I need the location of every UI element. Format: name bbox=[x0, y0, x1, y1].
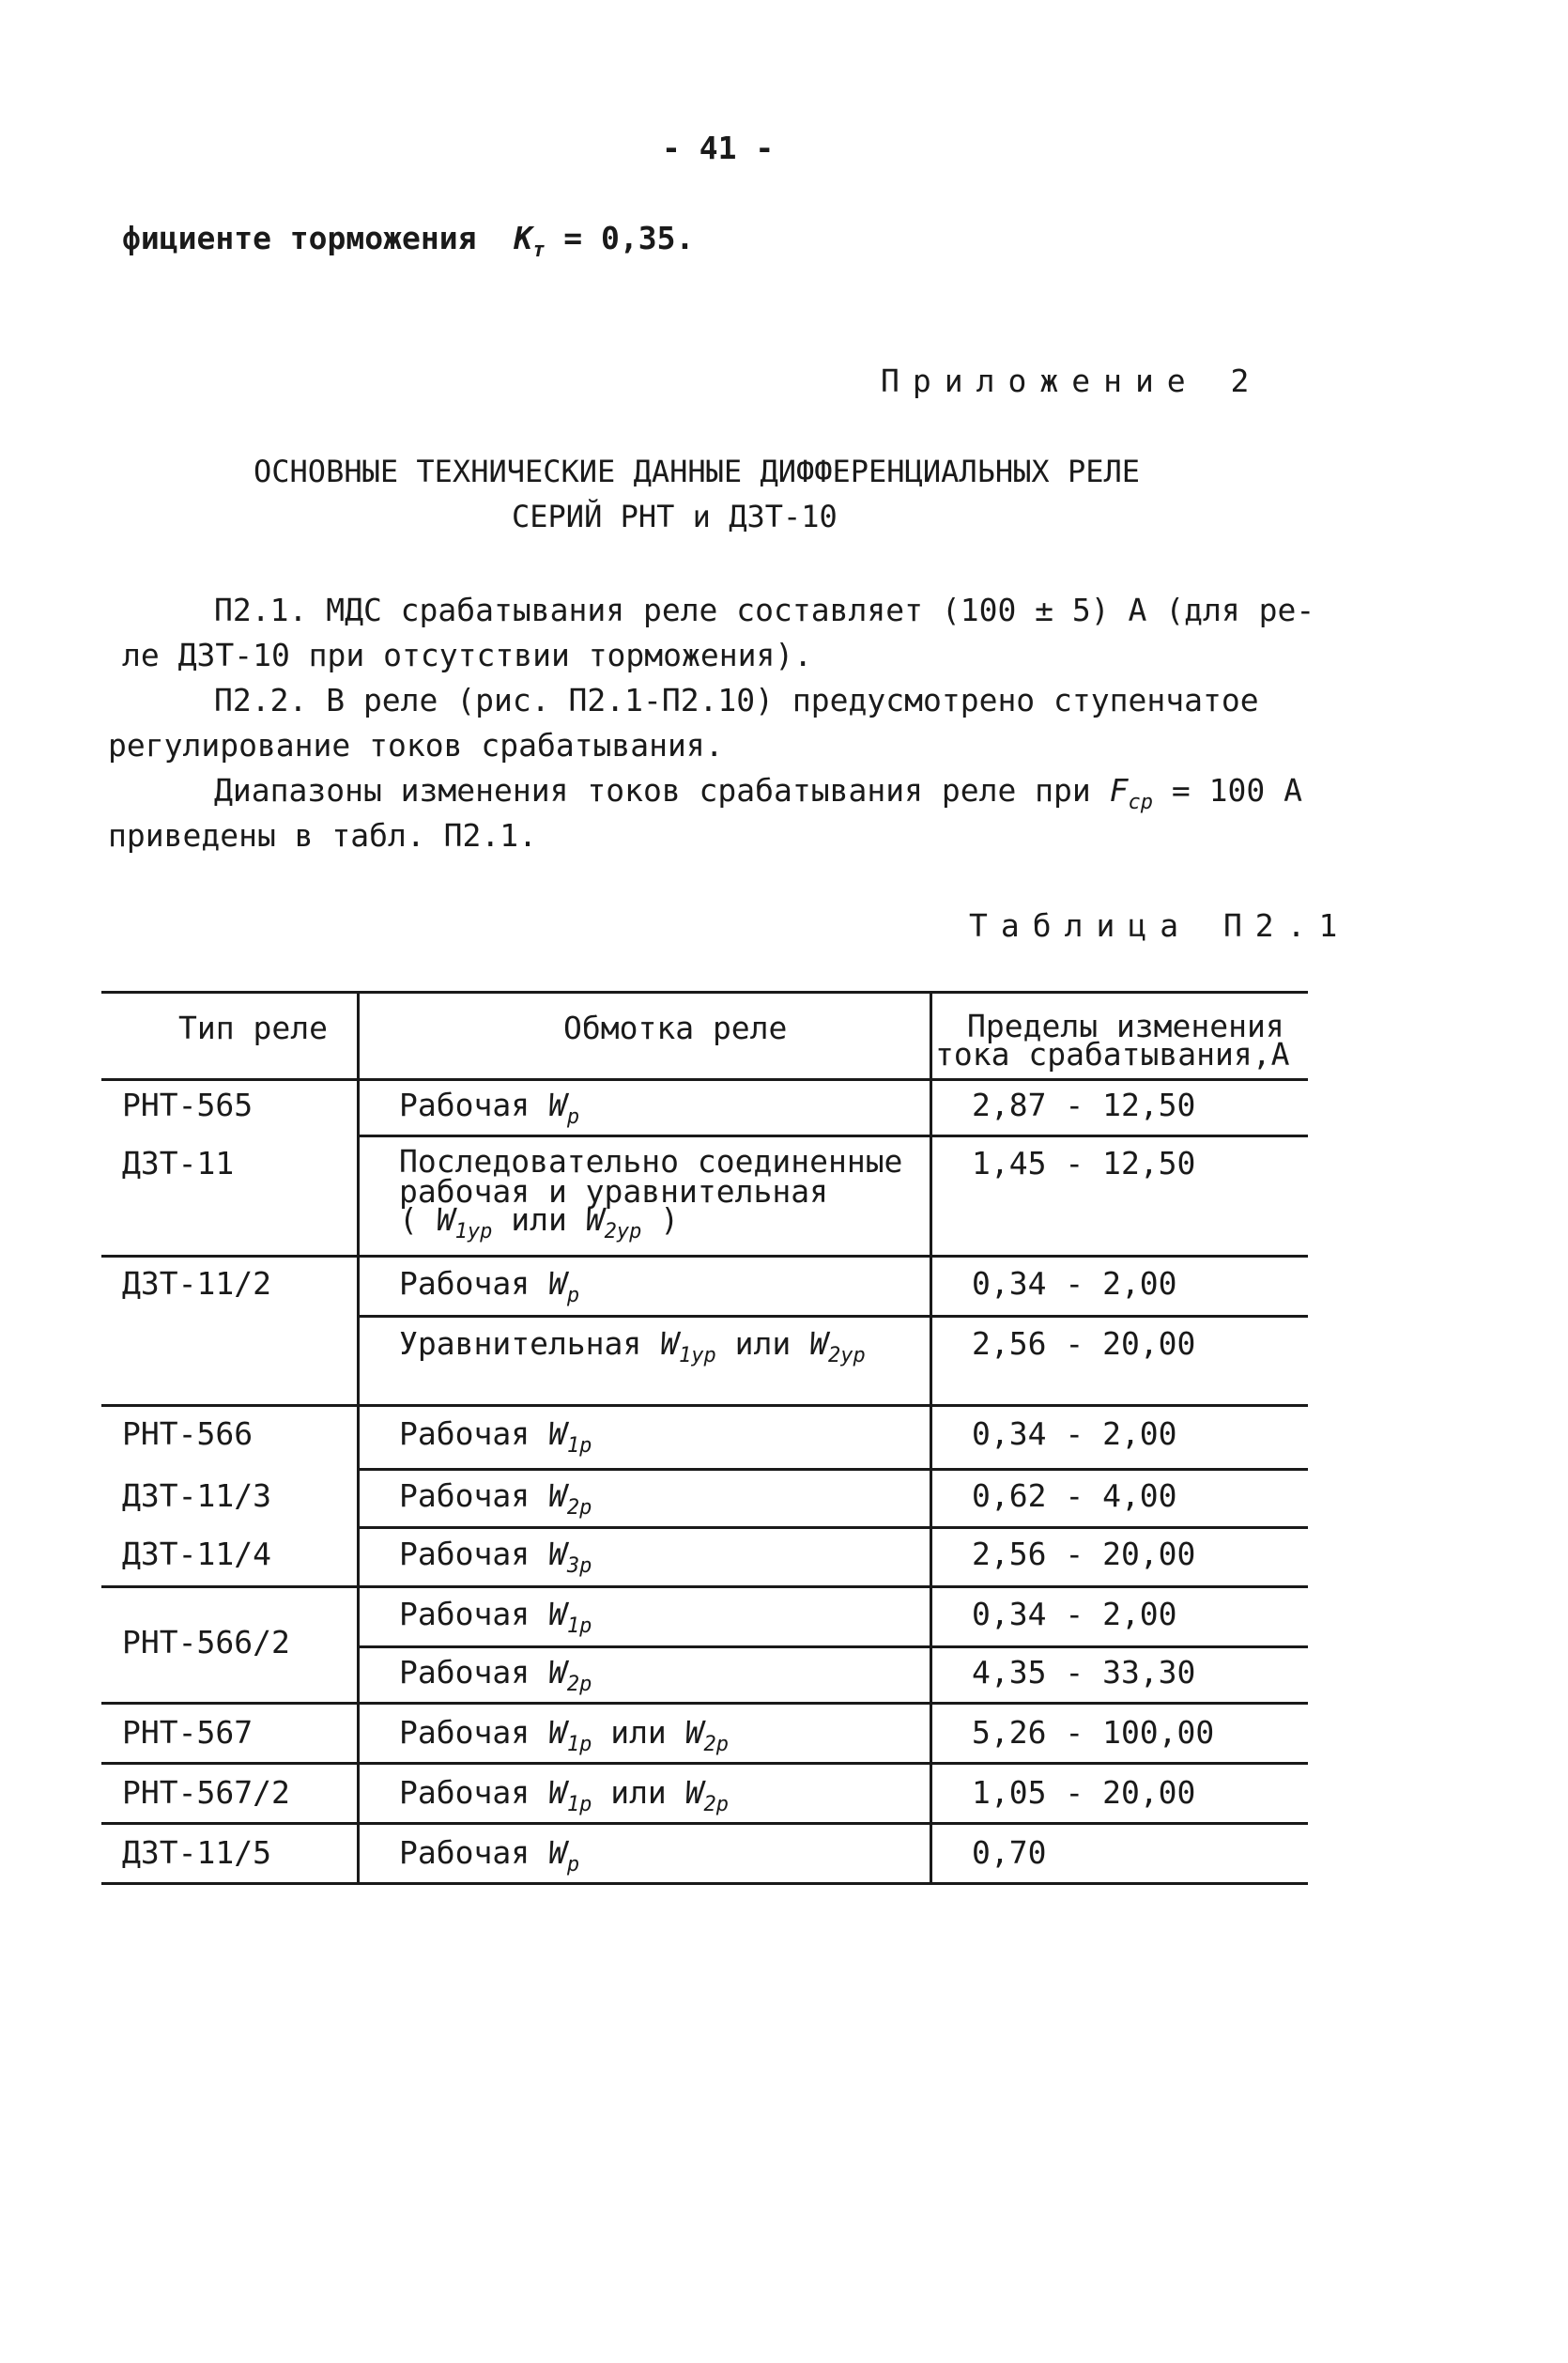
cell-winding bbox=[399, 1774, 730, 1821]
winding-label: Уравнительная bbox=[399, 1325, 661, 1362]
k-symbol: K bbox=[514, 220, 533, 256]
title-line-2: СЕРИЙ РНТ и ДЗТ-10 bbox=[512, 499, 838, 534]
paragraph-1-line-2: ле ДЗТ-10 при отсутствии торможения). bbox=[122, 637, 813, 673]
k-subscript: т bbox=[532, 239, 546, 262]
paren-close: ) bbox=[641, 1201, 680, 1238]
winding-label: Рабочая bbox=[399, 1714, 548, 1751]
w-subscript: 1р bbox=[566, 1733, 592, 1756]
cell-winding bbox=[399, 1598, 592, 1643]
f-subscript: ср bbox=[1128, 791, 1154, 814]
header-winding: Обмотка реле bbox=[563, 1010, 788, 1046]
w-subscript: 1р bbox=[566, 1434, 592, 1458]
w-symbol: W bbox=[585, 1201, 605, 1238]
cell-winding bbox=[399, 1415, 592, 1462]
w-symbol: W bbox=[660, 1325, 680, 1362]
winding-label: Рабочая bbox=[399, 1087, 548, 1123]
header-range-line-2: тока срабатывания,А bbox=[935, 1036, 1290, 1073]
paragraph-2-line-2: регулирование токов срабатывания. bbox=[108, 727, 724, 764]
f-value: = 100 А bbox=[1153, 772, 1302, 809]
row-rule bbox=[101, 1822, 1308, 1825]
w-symbol: W bbox=[547, 1654, 567, 1691]
w-symbol: W bbox=[547, 1415, 567, 1452]
row-rule bbox=[101, 1585, 1308, 1588]
row-rule bbox=[357, 1645, 1308, 1648]
w-symbol: W bbox=[436, 1201, 455, 1238]
cell-range: 0,34 - 2,00 bbox=[972, 1265, 1177, 1302]
cell-range: 2,56 - 20,00 bbox=[972, 1536, 1196, 1572]
w-symbol: W bbox=[547, 1596, 567, 1632]
row-rule bbox=[101, 1404, 1308, 1407]
continued-text: фициенте торможения bbox=[122, 220, 477, 256]
table-bottom-rule bbox=[101, 1882, 1308, 1885]
cell-relay-type: РНТ-565 bbox=[122, 1087, 254, 1123]
cell-relay-type: РНТ-566/2 bbox=[122, 1624, 290, 1660]
cell-range: 1,05 - 20,00 bbox=[972, 1774, 1196, 1811]
paragraph-3-line-2: приведены в табл. П2.1. bbox=[108, 817, 537, 854]
winding-label: Рабочая bbox=[399, 1477, 548, 1514]
w-symbol: W bbox=[547, 1774, 567, 1811]
w-subscript: 3р bbox=[566, 1554, 592, 1578]
cell-range: 0,34 - 2,00 bbox=[972, 1596, 1177, 1632]
cell-relay-type: ДЗТ-11/3 bbox=[122, 1477, 271, 1514]
or-word: или bbox=[492, 1201, 586, 1238]
w-subscript: 2ур bbox=[604, 1220, 642, 1243]
cell-winding bbox=[399, 1089, 579, 1134]
cell-winding bbox=[399, 1834, 580, 1881]
header-relay-type: Тип реле bbox=[178, 1010, 328, 1046]
winding-label: Рабочая bbox=[399, 1834, 548, 1871]
w-subscript: 2р bbox=[566, 1673, 592, 1696]
cell-range: 0,62 - 4,00 bbox=[972, 1477, 1177, 1514]
continued-text-line bbox=[122, 220, 694, 270]
w-symbol: W bbox=[547, 1536, 567, 1572]
w-symbol: W bbox=[809, 1325, 828, 1362]
f-symbol: F bbox=[1109, 772, 1129, 809]
cell-winding-line-2: рабочая и уравнительная bbox=[399, 1173, 828, 1210]
cell-relay-type: РНТ-567/2 bbox=[122, 1774, 290, 1811]
table-header-rule bbox=[101, 1078, 1308, 1081]
cell-relay-type: ДЗТ-11/2 bbox=[122, 1265, 271, 1302]
header-range-line-1: Пределы изменения bbox=[967, 1008, 1284, 1044]
row-rule bbox=[101, 1762, 1308, 1765]
w-subscript: р bbox=[566, 1105, 580, 1129]
table-label: Таблица П2.1 bbox=[969, 907, 1351, 944]
w-symbol: W bbox=[547, 1714, 567, 1751]
w-symbol: W bbox=[547, 1834, 567, 1871]
cell-relay-type: ДЗТ-11/4 bbox=[122, 1536, 271, 1572]
cell-winding bbox=[399, 1654, 592, 1701]
paragraph-2-line-1: П2.2. В реле (рис. П2.1-П2.10) предусмотрено ступенчатое bbox=[214, 682, 1259, 718]
winding-label: Рабочая bbox=[399, 1596, 548, 1632]
w-symbol: W bbox=[684, 1774, 704, 1811]
row-rule bbox=[101, 1255, 1308, 1258]
paragraph-3-line-1 bbox=[214, 772, 1302, 822]
cell-range: 0,34 - 2,00 bbox=[972, 1415, 1177, 1452]
w-symbol: W bbox=[684, 1714, 704, 1751]
or-word: или bbox=[715, 1325, 810, 1362]
w-subscript: р bbox=[566, 1853, 580, 1876]
row-rule bbox=[357, 1315, 1308, 1318]
cell-range: 1,45 - 12,50 bbox=[972, 1145, 1196, 1182]
row-rule bbox=[357, 1526, 1308, 1529]
w-subscript: 2ур bbox=[828, 1344, 866, 1367]
column-divider bbox=[930, 991, 932, 1883]
row-rule bbox=[101, 1702, 1308, 1705]
paragraph-1-line-1: П2.1. МДС срабатывания реле составляет (100 ± 5) А (для ре- bbox=[214, 592, 1315, 628]
w-subscript: 1р bbox=[566, 1614, 592, 1638]
cell-relay-type: ДЗТ-11/5 bbox=[122, 1834, 271, 1871]
cell-winding-line-1: Последовательно соединенные bbox=[399, 1143, 903, 1180]
cell-range: 2,56 - 20,00 bbox=[972, 1325, 1196, 1362]
cell-winding bbox=[399, 1538, 592, 1583]
w-subscript: 2р bbox=[703, 1793, 730, 1816]
column-divider bbox=[357, 991, 360, 1883]
w-subscript: р bbox=[566, 1284, 580, 1307]
w-subscript: 2р bbox=[703, 1733, 730, 1756]
cell-winding bbox=[399, 1714, 730, 1761]
cell-winding bbox=[399, 1265, 580, 1312]
or-word: или bbox=[592, 1714, 685, 1751]
row-rule bbox=[357, 1135, 1308, 1137]
w-symbol: W bbox=[547, 1265, 567, 1302]
cell-winding bbox=[399, 1325, 866, 1372]
w-subscript: 1р bbox=[566, 1793, 592, 1816]
paragraph-3-text: Диапазоны изменения токов срабатывания реле при bbox=[214, 772, 1110, 809]
cell-range: 2,87 - 12,50 bbox=[972, 1087, 1196, 1123]
w-subscript: 2р bbox=[566, 1496, 592, 1520]
winding-label: Рабочая bbox=[399, 1265, 548, 1302]
w-subscript: 1ур bbox=[679, 1344, 716, 1367]
paren-open: ( bbox=[399, 1201, 437, 1238]
k-value: = 0,35. bbox=[545, 220, 695, 256]
cell-winding-line-3 bbox=[399, 1201, 680, 1246]
winding-label: Рабочая bbox=[399, 1415, 548, 1452]
title-line-1: ОСНОВНЫЕ ТЕХНИЧЕСКИЕ ДАННЫЕ ДИФФЕРЕНЦИАЛЬНЫХ РЕЛЕ bbox=[254, 454, 1141, 489]
winding-label: Рабочая bbox=[399, 1654, 548, 1691]
cell-relay-type: РНТ-566 bbox=[122, 1415, 254, 1452]
cell-relay-type: РНТ-567 bbox=[122, 1714, 254, 1751]
appendix-label: Приложение 2 bbox=[881, 363, 1263, 399]
cell-relay-type: ДЗТ-11 bbox=[122, 1145, 235, 1182]
table-top-rule bbox=[101, 991, 1308, 994]
row-rule bbox=[357, 1468, 1308, 1471]
cell-range: 0,70 bbox=[972, 1834, 1047, 1871]
winding-label: Рабочая bbox=[399, 1536, 548, 1572]
or-word: или bbox=[592, 1774, 685, 1811]
cell-winding bbox=[399, 1477, 592, 1524]
winding-label: Рабочая bbox=[399, 1774, 548, 1811]
w-symbol: W bbox=[547, 1087, 567, 1123]
cell-range: 5,26 - 100,00 bbox=[972, 1714, 1215, 1751]
w-subscript: 1ур bbox=[454, 1220, 493, 1243]
cell-range: 4,35 - 33,30 bbox=[972, 1654, 1196, 1691]
page-number: - 41 - bbox=[662, 130, 775, 166]
w-symbol: W bbox=[547, 1477, 567, 1514]
